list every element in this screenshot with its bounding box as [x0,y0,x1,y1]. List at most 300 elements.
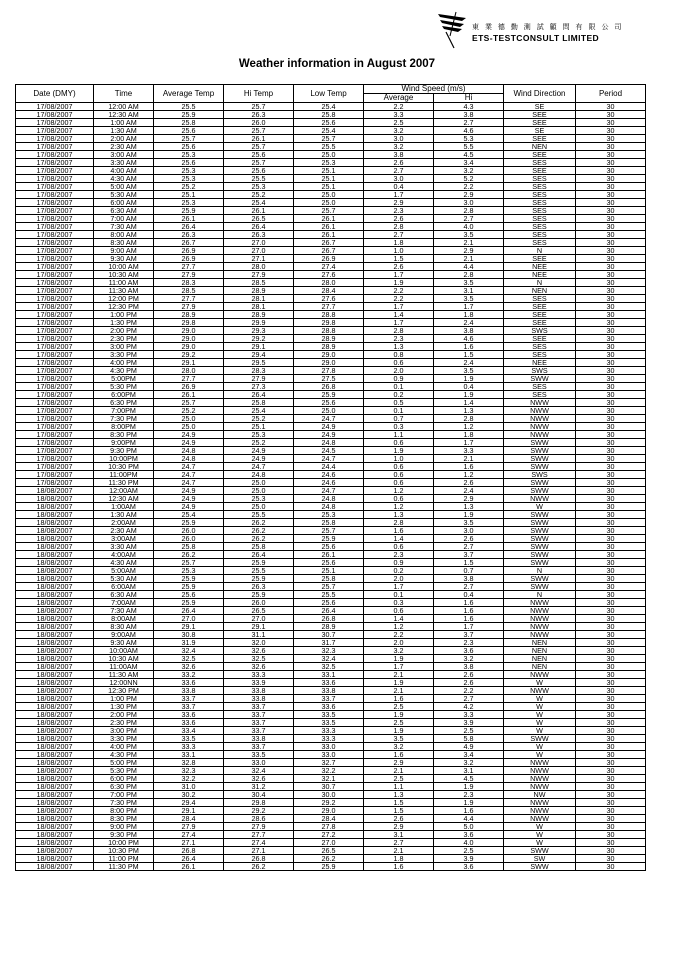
cell-time: 3:30 PM [94,735,154,743]
table-row [16,415,646,423]
cell-wind-avg: 2.9 [364,199,434,207]
cell-low-temp: 25.5 [294,591,364,599]
cell-average-temp: 26.9 [154,255,224,263]
cell-low-temp: 25.7 [294,207,364,215]
cell-time: 5:30 PM [94,767,154,775]
cell-date: 18/08/2007 [16,791,94,799]
table-row [16,367,646,375]
table-row [16,687,646,695]
cell-wind-hi: 5.0 [434,823,504,831]
cell-average-temp: 27.7 [154,263,224,271]
cell-wind-avg: 1.3 [364,343,434,351]
cell-low-temp: 25.7 [294,135,364,143]
cell-wind-hi: 2.9 [434,247,504,255]
cell-date: 17/08/2007 [16,119,94,127]
cell-wind-hi: 1.4 [434,399,504,407]
cell-date: 17/08/2007 [16,191,94,199]
cell-hi-temp: 25.2 [224,191,294,199]
cell-hi-temp: 29.2 [224,807,294,815]
table-row [16,527,646,535]
cell-average-temp: 29.4 [154,799,224,807]
table-row [16,303,646,311]
cell-wind-direction: NWW [504,623,576,631]
cell-period: 30 [576,687,646,695]
cell-hi-temp: 25.5 [224,175,294,183]
cell-hi-temp: 26.5 [224,607,294,615]
cell-wind-avg: 1.7 [364,663,434,671]
cell-average-temp: 26.3 [154,231,224,239]
cell-period: 30 [576,463,646,471]
cell-wind-direction: W [504,839,576,847]
cell-wind-direction: W [504,703,576,711]
cell-hi-temp: 33.7 [224,703,294,711]
cell-wind-avg: 1.4 [364,535,434,543]
cell-wind-hi: 3.9 [434,719,504,727]
cell-time: 12:00NN [94,679,154,687]
cell-wind-direction: NWW [504,815,576,823]
cell-time: 9:30 PM [94,447,154,455]
table-row [16,295,646,303]
cell-period: 30 [576,167,646,175]
table-row [16,439,646,447]
cell-hi-temp: 25.2 [224,415,294,423]
cell-date: 17/08/2007 [16,111,94,119]
cell-period: 30 [576,727,646,735]
cell-wind-direction: NWW [504,615,576,623]
cell-time: 4:00 PM [94,743,154,751]
cell-average-temp: 32.3 [154,767,224,775]
cell-average-temp: 25.8 [154,119,224,127]
cell-date: 18/08/2007 [16,847,94,855]
table-row [16,151,646,159]
cell-low-temp: 32.2 [294,767,364,775]
cell-date: 17/08/2007 [16,431,94,439]
cell-period: 30 [576,807,646,815]
cell-low-temp: 26.8 [294,383,364,391]
cell-period: 30 [576,255,646,263]
cell-wind-avg: 2.1 [364,687,434,695]
cell-wind-hi: 3.8 [434,575,504,583]
cell-wind-direction: SWW [504,447,576,455]
cell-hi-temp: 27.1 [224,255,294,263]
cell-date: 17/08/2007 [16,423,94,431]
cell-period: 30 [576,159,646,167]
cell-wind-hi: 1.6 [434,463,504,471]
table-row [16,631,646,639]
cell-time: 10:00AM [94,647,154,655]
cell-average-temp: 25.3 [154,151,224,159]
cell-wind-hi: 1.9 [434,799,504,807]
cell-time: 5:00AM [94,567,154,575]
cell-wind-direction: W [504,743,576,751]
table-row [16,855,646,863]
cell-average-temp: 25.6 [154,591,224,599]
cell-date: 17/08/2007 [16,279,94,287]
cell-wind-hi: 3.5 [434,519,504,527]
cell-hi-temp: 25.7 [224,103,294,111]
cell-average-temp: 33.6 [154,711,224,719]
cell-period: 30 [576,855,646,863]
cell-wind-avg: 2.2 [364,295,434,303]
cell-average-temp: 26.4 [154,223,224,231]
cell-average-temp: 24.7 [154,471,224,479]
cell-time: 5:00 AM [94,183,154,191]
cell-date: 17/08/2007 [16,343,94,351]
cell-average-temp: 31.0 [154,783,224,791]
cell-low-temp: 33.0 [294,751,364,759]
cell-average-temp: 26.1 [154,391,224,399]
cell-period: 30 [576,303,646,311]
cell-period: 30 [576,615,646,623]
cell-time: 4:30 AM [94,559,154,567]
table-row [16,847,646,855]
cell-period: 30 [576,551,646,559]
cell-wind-hi: 1.3 [434,407,504,415]
cell-hi-temp: 27.0 [224,615,294,623]
cell-date: 17/08/2007 [16,239,94,247]
cell-time: 12:00 PM [94,295,154,303]
cell-time: 7:30 AM [94,607,154,615]
cell-period: 30 [576,791,646,799]
cell-wind-direction: SWW [504,527,576,535]
cell-date: 18/08/2007 [16,543,94,551]
cell-date: 18/08/2007 [16,599,94,607]
cell-wind-hi: 1.7 [434,303,504,311]
cell-average-temp: 25.9 [154,207,224,215]
cell-average-temp: 32.5 [154,655,224,663]
cell-low-temp: 25.9 [294,535,364,543]
table-row [16,551,646,559]
cell-wind-avg: 3.3 [364,111,434,119]
cell-wind-avg: 2.6 [364,263,434,271]
cell-hi-temp: 29.9 [224,319,294,327]
cell-average-temp: 27.7 [154,295,224,303]
table-row [16,343,646,351]
cell-wind-avg: 0.6 [364,359,434,367]
cell-period: 30 [576,199,646,207]
cell-wind-hi: 4.4 [434,263,504,271]
cell-hi-temp: 25.5 [224,511,294,519]
cell-period: 30 [576,575,646,583]
cell-wind-avg: 0.7 [364,415,434,423]
cell-low-temp: 25.7 [294,527,364,535]
cell-average-temp: 26.0 [154,527,224,535]
cell-wind-direction: SE [504,103,576,111]
cell-average-temp: 24.8 [154,455,224,463]
cell-period: 30 [576,631,646,639]
cell-wind-hi: 3.6 [434,647,504,655]
cell-hi-temp: 25.1 [224,423,294,431]
cell-wind-direction: SES [504,159,576,167]
cell-low-temp: 24.6 [294,471,364,479]
table-row [16,591,646,599]
table-row [16,391,646,399]
cell-wind-hi: 2.5 [434,847,504,855]
cell-average-temp: 26.9 [154,247,224,255]
cell-hi-temp: 33.7 [224,727,294,735]
cell-wind-hi: 2.7 [434,215,504,223]
cell-wind-direction: SES [504,199,576,207]
cell-time: 11:00 PM [94,855,154,863]
cell-wind-direction: NWW [504,399,576,407]
table-row [16,263,646,271]
cell-wind-direction: NWW [504,495,576,503]
cell-period: 30 [576,543,646,551]
cell-hi-temp: 26.2 [224,519,294,527]
cell-hi-temp: 24.8 [224,471,294,479]
cell-time: 7:00 PM [94,791,154,799]
cell-time: 2:00 PM [94,711,154,719]
cell-hi-temp: 28.0 [224,263,294,271]
cell-wind-direction: NEN [504,663,576,671]
cell-low-temp: 25.6 [294,399,364,407]
cell-time: 12:00 AM [94,103,154,111]
cell-average-temp: 26.9 [154,383,224,391]
cell-wind-direction: SEE [504,119,576,127]
table-row [16,127,646,135]
cell-date: 17/08/2007 [16,199,94,207]
cell-wind-avg: 1.1 [364,431,434,439]
cell-wind-avg: 1.3 [364,511,434,519]
cell-hi-temp: 25.6 [224,151,294,159]
cell-wind-hi: 2.6 [434,479,504,487]
cell-wind-hi: 4.3 [434,103,504,111]
cell-time: 5:30 AM [94,191,154,199]
cell-wind-direction: NWW [504,415,576,423]
cell-wind-hi: 2.7 [434,583,504,591]
cell-period: 30 [576,799,646,807]
cell-wind-avg: 1.0 [364,247,434,255]
cell-wind-direction: NWW [504,671,576,679]
cell-time: 6:00 AM [94,199,154,207]
cell-date: 17/08/2007 [16,319,94,327]
cell-low-temp: 33.5 [294,711,364,719]
table-row [16,655,646,663]
cell-period: 30 [576,695,646,703]
cell-period: 30 [576,239,646,247]
cell-wind-avg: 3.2 [364,127,434,135]
cell-hi-temp: 32.0 [224,639,294,647]
cell-wind-direction: SWW [504,487,576,495]
cell-time: 6:30 PM [94,783,154,791]
cell-date: 18/08/2007 [16,575,94,583]
table-row [16,279,646,287]
cell-low-temp: 33.3 [294,735,364,743]
cell-date: 17/08/2007 [16,135,94,143]
cell-date: 17/08/2007 [16,159,94,167]
cell-date: 18/08/2007 [16,759,94,767]
cell-period: 30 [576,671,646,679]
cell-time: 6:30 PM [94,399,154,407]
cell-date: 17/08/2007 [16,311,94,319]
cell-time: 11:30 AM [94,287,154,295]
cell-date: 18/08/2007 [16,783,94,791]
header-low-temp: Low Temp [294,85,364,103]
table-row [16,143,646,151]
cell-average-temp: 24.9 [154,487,224,495]
cell-wind-direction: W [504,711,576,719]
cell-low-temp: 32.4 [294,655,364,663]
cell-wind-avg: 3.2 [364,143,434,151]
cell-period: 30 [576,535,646,543]
cell-time: 8:00AM [94,615,154,623]
cell-wind-direction: SWW [504,511,576,519]
cell-period: 30 [576,767,646,775]
cell-hi-temp: 29.4 [224,351,294,359]
cell-period: 30 [576,743,646,751]
table-row [16,255,646,263]
cell-low-temp: 25.8 [294,111,364,119]
cell-wind-avg: 1.8 [364,239,434,247]
cell-wind-direction: SWW [504,575,576,583]
cell-average-temp: 30.2 [154,791,224,799]
cell-period: 30 [576,335,646,343]
cell-wind-avg: 2.6 [364,159,434,167]
table-row [16,543,646,551]
cell-wind-direction: NEN [504,143,576,151]
table-row [16,839,646,847]
table-row [16,159,646,167]
cell-time: 2:00AM [94,519,154,527]
table-row [16,567,646,575]
cell-wind-avg: 3.2 [364,647,434,655]
cell-low-temp: 24.6 [294,479,364,487]
cell-wind-hi: 2.8 [434,415,504,423]
cell-date: 18/08/2007 [16,487,94,495]
cell-wind-direction: W [504,831,576,839]
cell-wind-avg: 2.3 [364,335,434,343]
cell-time: 1:30 AM [94,127,154,135]
cell-time: 3:30 AM [94,159,154,167]
cell-date: 17/08/2007 [16,367,94,375]
cell-hi-temp: 27.9 [224,271,294,279]
cell-period: 30 [576,135,646,143]
cell-low-temp: 28.0 [294,279,364,287]
cell-period: 30 [576,359,646,367]
cell-date: 17/08/2007 [16,391,94,399]
cell-wind-avg: 0.6 [364,439,434,447]
cell-time: 7:30 PM [94,799,154,807]
cell-time: 6:00 PM [94,775,154,783]
cell-time: 12:30 AM [94,495,154,503]
cell-date: 18/08/2007 [16,703,94,711]
cell-wind-avg: 2.7 [364,231,434,239]
cell-hi-temp: 29.3 [224,327,294,335]
cell-low-temp: 32.5 [294,663,364,671]
table-row [16,663,646,671]
cell-wind-hi: 3.7 [434,551,504,559]
cell-wind-avg: 3.0 [364,175,434,183]
cell-time: 8:30 PM [94,815,154,823]
cell-low-temp: 28.8 [294,311,364,319]
cell-wind-avg: 0.1 [364,591,434,599]
cell-low-temp: 25.9 [294,391,364,399]
cell-wind-avg: 2.1 [364,671,434,679]
cell-date: 17/08/2007 [16,327,94,335]
cell-date: 18/08/2007 [16,495,94,503]
cell-hi-temp: 26.1 [224,207,294,215]
cell-period: 30 [576,207,646,215]
cell-wind-avg: 2.0 [364,367,434,375]
cell-date: 18/08/2007 [16,743,94,751]
cell-time: 10:30 PM [94,463,154,471]
cell-hi-temp: 25.2 [224,439,294,447]
cell-date: 17/08/2007 [16,463,94,471]
cell-period: 30 [576,703,646,711]
cell-wind-direction: W [504,695,576,703]
cell-period: 30 [576,471,646,479]
cell-time: 9:00AM [94,631,154,639]
table-row [16,775,646,783]
cell-hi-temp: 25.4 [224,407,294,415]
cell-low-temp: 25.6 [294,599,364,607]
table-row [16,247,646,255]
cell-wind-hi: 4.0 [434,839,504,847]
cell-average-temp: 27.1 [154,839,224,847]
cell-date: 17/08/2007 [16,407,94,415]
cell-low-temp: 28.9 [294,343,364,351]
cell-hi-temp: 25.6 [224,167,294,175]
cell-date: 18/08/2007 [16,831,94,839]
cell-time: 9:00 AM [94,247,154,255]
cell-average-temp: 25.1 [154,191,224,199]
cell-low-temp: 24.9 [294,423,364,431]
cell-date: 18/08/2007 [16,695,94,703]
cell-wind-direction: NEE [504,359,576,367]
cell-low-temp: 25.3 [294,159,364,167]
cell-average-temp: 25.0 [154,423,224,431]
cell-time: 3:00AM [94,535,154,543]
cell-time: 11:00PM [94,471,154,479]
cell-hi-temp: 29.2 [224,335,294,343]
cell-time: 2:30 AM [94,527,154,535]
cell-wind-avg: 2.7 [364,839,434,847]
cell-wind-hi: 2.8 [434,207,504,215]
cell-date: 18/08/2007 [16,511,94,519]
cell-time: 5:00PM [94,375,154,383]
table-row [16,823,646,831]
cell-wind-hi: 1.6 [434,607,504,615]
cell-time: 10:00 AM [94,263,154,271]
table-row [16,503,646,511]
cell-wind-direction: SW [504,855,576,863]
cell-wind-direction: W [504,727,576,735]
cell-hi-temp: 25.8 [224,543,294,551]
header-date: Date (DMY) [16,85,94,103]
cell-period: 30 [576,295,646,303]
cell-wind-avg: 1.2 [364,503,434,511]
cell-wind-direction: SES [504,207,576,215]
cell-wind-hi: 0.4 [434,591,504,599]
cell-average-temp: 32.6 [154,663,224,671]
cell-average-temp: 25.3 [154,167,224,175]
cell-hi-temp: 33.8 [224,695,294,703]
cell-average-temp: 25.6 [154,143,224,151]
cell-low-temp: 27.2 [294,831,364,839]
cell-average-temp: 24.8 [154,447,224,455]
cell-date: 17/08/2007 [16,183,94,191]
cell-wind-avg: 2.2 [364,103,434,111]
cell-wind-direction: SEE [504,151,576,159]
cell-average-temp: 27.9 [154,271,224,279]
cell-date: 17/08/2007 [16,167,94,175]
cell-wind-hi: 2.2 [434,687,504,695]
cell-average-temp: 25.9 [154,599,224,607]
cell-wind-direction: SWW [504,479,576,487]
cell-low-temp: 25.9 [294,863,364,871]
cell-period: 30 [576,647,646,655]
cell-wind-avg: 3.0 [364,135,434,143]
